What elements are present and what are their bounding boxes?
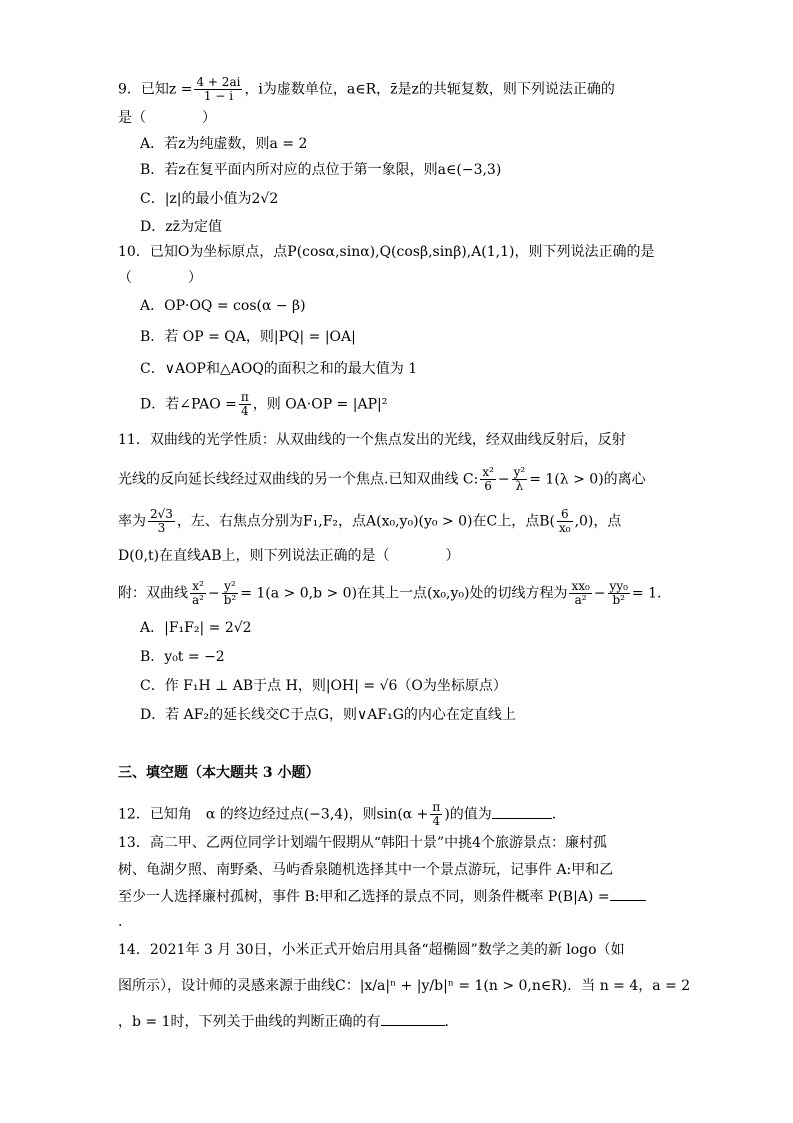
q11-l2-f2n: y² — [513, 465, 526, 479]
q10-paren: （ ） — [118, 270, 202, 286]
q11-l5-a: 附：双曲线 — [118, 585, 188, 602]
q11-option-c: C．作 F₁H ⊥ AB于点 H，则|OH| = √6（O为坐标原点） — [140, 678, 507, 694]
q11-l2-f1d: 6 — [484, 479, 492, 493]
q12-frac — [430, 801, 442, 828]
q12-answer-blank[interactable] — [492, 806, 552, 819]
q9-z-lhs: z = — [168, 81, 193, 98]
q11-line1: 11．双曲线的光学性质：从双曲线的一个焦点发出的光线，经双曲线反射后，反射 — [118, 432, 626, 448]
q13-l3-text: 至少一人选择廉村孤树，事件 B:甲和乙选择的景点不同，则条件概率 P(B|A) = — [118, 889, 610, 905]
q11-l5-b: = 1(a > 0,b > 0)在其上一点(x₀,y₀)处的切线方程为 — [240, 585, 568, 602]
q11-l3-fd: 3 — [157, 521, 166, 535]
q11-l5-f3n: xx₀ — [571, 579, 590, 593]
q11-option-a: A．|F₁F₂| = 2√2 — [140, 620, 252, 636]
q9-option-c: C．|z|的最小值为2√2 — [140, 191, 279, 207]
q11-l3-c: B( — [539, 513, 555, 530]
q9-stem-line2: 是（ ） — [118, 110, 216, 126]
q13-line3 — [118, 887, 646, 907]
q11-l5-f1d: a² — [192, 593, 204, 607]
q10-d-a: D．若∠PAO = — [140, 396, 237, 413]
q9-frac-den: 1 − i — [203, 89, 234, 103]
q11-l2-b: = 1(λ > 0)的离心 — [529, 471, 646, 488]
q11-l5-mid2: − — [593, 585, 606, 602]
q9-fraction — [194, 76, 242, 103]
q11-l5-frac3 — [569, 580, 591, 607]
q12-fn: π — [432, 800, 441, 814]
q11-l2-f1n: x² — [482, 465, 494, 479]
q11-l5-c: = 1. — [631, 585, 662, 602]
q11-l5-frac4 — [608, 580, 630, 607]
q10-option-a: A．OP·OQ = cos(α − β) — [140, 298, 306, 314]
q11-option-d: D．若 AF₂的延长线交C于点G，则∨AF₁G的内心在定直线上 — [140, 707, 516, 723]
q14-l3-b: . — [444, 1014, 449, 1030]
q13-line2: 树、龟湖夕照、南野桑、马屿香泉随机选择其中一个景点游玩，记事件 A:甲和乙 — [118, 862, 614, 878]
q14-l3-a: ，b = 1时，下列关于曲线的判断正确的有 — [118, 1014, 381, 1030]
q11-option-b: B．y₀t = −2 — [140, 649, 225, 665]
q14-line2 — [118, 976, 690, 996]
q10-d-b: ，则 OA·OP = |AP|² — [252, 396, 388, 413]
q11-l5-f2d: b² — [223, 593, 237, 607]
q11-line2 — [118, 466, 646, 493]
q13-line1: 13．高二甲、乙两位同学计划端午假期从“韩阳十景”中挑4个旅游景点：廉村孤 — [118, 835, 608, 851]
q12-b: )的值为 — [444, 806, 492, 823]
q10-option-b: B．若 OP = QA，则|PQ| = |OA| — [140, 329, 356, 345]
q11-l2-f2d: λ — [515, 479, 524, 493]
q10-d-den: 4 — [240, 404, 249, 418]
q9-stem-line1 — [118, 76, 615, 103]
q11-l2-mid: − — [497, 471, 510, 488]
q11-l3-frac-b — [557, 508, 573, 535]
q11-l5-f4n: yy₀ — [609, 579, 628, 593]
q11-l5-f2n: y² — [222, 580, 239, 594]
q14-l2-a: 图所示），设计师的灵感来源于曲线C： — [118, 978, 360, 994]
q10-stem: 10．已知O为坐标原点，点P(cosα,sinα),Q(cosβ,sinβ),A(1,1)，则下列说法正确的是 — [118, 244, 655, 260]
q10-d-num: π — [240, 390, 249, 404]
q11-l2-frac1 — [480, 466, 496, 493]
q11-l5-f3d: a² — [574, 593, 587, 607]
section-title: 三、填空题（本大题共 3 小题） — [118, 765, 320, 781]
q14-l2-b: |x/a|ⁿ + |y/b|ⁿ = 1(n > 0,n∈R)．当 n = 4，a = 2 — [359, 978, 691, 994]
q14-line1: 14．2021年 3 月 30日，小米正式开始启用具备“超椭圆”数学之美的新 logo（如 — [118, 942, 625, 958]
q11-l5-frac2 — [222, 580, 239, 607]
q13-answer-blank[interactable] — [610, 888, 646, 901]
q13-line4: . — [118, 914, 123, 930]
q11-line5 — [118, 580, 661, 607]
q12 — [118, 801, 556, 828]
q11-l2-frac2 — [512, 466, 528, 493]
q11-l3-b: ，左、右焦点分别为F₁,F₂，点A(x₀,y₀)(y₀ > 0)在C上，点 — [176, 513, 540, 530]
q11-line4: D(0,t)在直线AB上，则下列说法正确的是（ ） — [118, 548, 460, 564]
q11-line3 — [118, 508, 621, 535]
q12-c: . — [551, 806, 557, 823]
q11-l3-frac — [148, 508, 175, 535]
q11-l5-f1n: x² — [190, 580, 206, 594]
q11-l3-d: ,0)，点 — [574, 513, 622, 530]
q9-stem-a: 9．已知 — [118, 81, 169, 98]
q10-option-c: C．∨AOP和△AOQ的面积之和的最大值为 1 — [140, 361, 418, 377]
q10-d-fraction — [239, 391, 251, 418]
q12-fd: 4 — [432, 814, 441, 828]
q11-l3-bn: 6 — [557, 508, 573, 522]
q10-option-d — [140, 391, 387, 418]
q12-a: 12．已知角 α 的终边经过点(−3,4)，则sin(α + — [118, 806, 429, 823]
q11-l5-f4d: b² — [612, 593, 625, 607]
q9-stem-b: ，i为虚数单位，a∈R，z̄是z的共轭复数，则下列说法正确的 — [244, 81, 615, 98]
q9-option-a: A．若z为纯虚数，则a = 2 — [140, 136, 308, 152]
q9-frac-num: 4 + 2ai — [196, 75, 241, 89]
q9-option-b: B．若z在复平面内所对应的点位于第一象限，则a∈(−3,3) — [140, 162, 502, 178]
q11-l5-mid: − — [207, 585, 220, 602]
q9-option-d: D．zz̄为定值 — [140, 219, 222, 235]
q11-l2-a: 光线的反向延长线经过双曲线的另一个焦点.已知双曲线 C: — [118, 471, 479, 488]
q14-line3 — [118, 1012, 449, 1032]
q11-l3-fn: 2√3 — [150, 507, 173, 521]
q11-l3-bd: x₀ — [558, 521, 571, 535]
q14-answer-blank[interactable] — [381, 1013, 445, 1026]
q11-l5-frac1 — [190, 580, 206, 607]
q11-l3-a: 率为 — [118, 513, 146, 530]
